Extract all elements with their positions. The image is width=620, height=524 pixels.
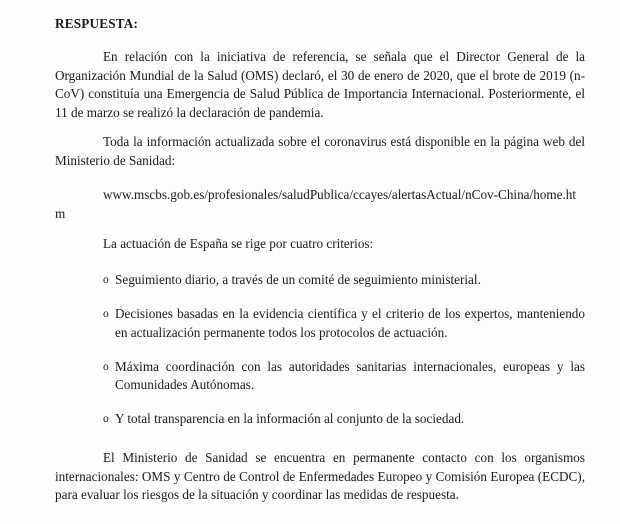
bullet-marker-icon: o [103, 308, 109, 321]
bullet-marker-icon: o [103, 274, 109, 286]
url-block [55, 186, 585, 223]
list-item [55, 271, 585, 290]
list-intro-text: La actuación de España se rige por cuatro criterios: [103, 236, 374, 251]
bullet-marker-icon: o [103, 360, 109, 373]
list-item [55, 410, 585, 429]
paragraph-ministerio-contacto [55, 449, 585, 505]
page-heading: RESPUESTA: [55, 16, 139, 31]
list-item-text: Y total transparencia en la información al conjunto de la sociedad. [115, 411, 465, 427]
paragraph-text: El Ministerio de Sanidad se encuentra en permanente contacto con los organismos internacionales: OMS y Centro de Control de Enfermedades Europeo y Comisión Europea (ECDC), para evaluar los riesgos de la situación y coordinar las medidas de respuesta. [55, 450, 585, 503]
paragraph-informacion-actualizada [55, 133, 585, 170]
list-intro-line [55, 235, 585, 254]
paragraph-text: En relación con la iniciativa de referencia, se señala que el Director General de la Organización Mundial de la Salud (OMS) declaró, el 30 de enero de 2020, que el brote de 2019 (n-CoV) constituía una Emergencia de Salud Pública de Importancia Internacional. Posteriormente, el 11 de marzo se realizó la declaración de pandemia. [55, 49, 585, 120]
list-item-text: Máxima coordinación con las autoridades sanitarias internacionales, europeas y las Comunidades Autónomas. [115, 358, 585, 393]
list-item [55, 305, 585, 342]
bullet-marker-icon: o [103, 413, 109, 426]
list-item [55, 358, 585, 395]
ministry-website-url[interactable]: www.mscbs.gob.es/profesionales/saludPublica/ccayes/alertasActual/nCov-China/home.htm [55, 187, 577, 221]
list-item-text: Seguimiento diario, a través de un comité de seguimiento ministerial. [115, 272, 481, 287]
paragraph-text: Toda la información actualizada sobre el coronavirus está disponible en la página web del Ministerio de Sanidad: [55, 134, 585, 168]
criteria-list [55, 271, 585, 429]
criteria-list-container [55, 271, 585, 429]
list-item-text: Decisiones basadas en la evidencia científica y el criterio de los expertos, manteniendo en actualización permanente todos los protocolos de actuación. [115, 306, 585, 340]
paragraph-respuesta-intro [55, 48, 585, 122]
